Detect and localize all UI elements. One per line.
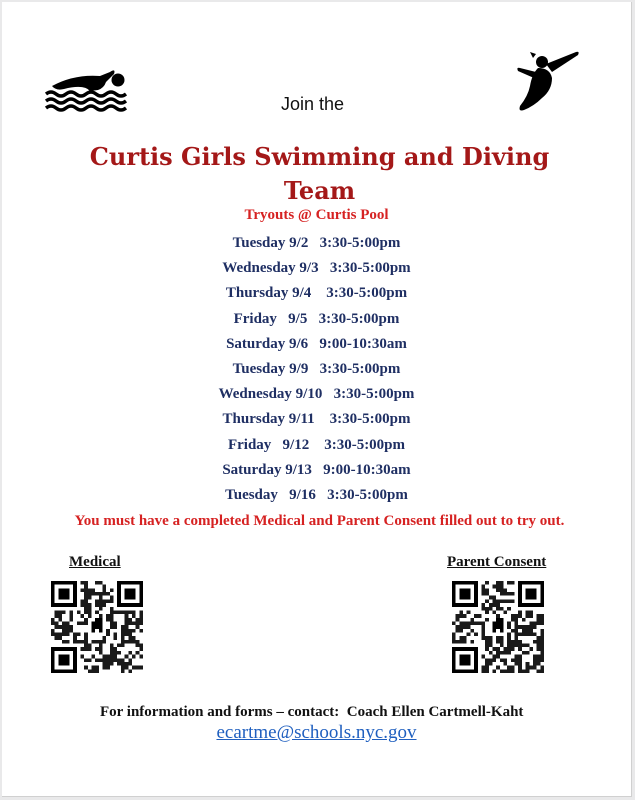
schedule-item: Friday 9/5 3:30-5:00pm — [233, 310, 400, 327]
flyer-page — [2, 2, 632, 797]
schedule-item: Thursday 9/4 3:30-5:00pm — [225, 285, 408, 302]
schedule-item: Wednesday 9/10 3:30-5:00pm — [218, 386, 415, 403]
schedule-item: Saturday 9/6 9:00-10:30am — [226, 335, 407, 352]
page-title: Curtis Girls Swimming and Diving Team — [89, 142, 550, 205]
schedule-item: Friday 9/12 3:30-5:00pm — [227, 436, 406, 453]
requirement-notice: You must have a completed Medical and Parent Consent filled out to try out. — [74, 513, 565, 529]
schedule-item: Tuesday 9/16 3:30-5:00pm — [225, 486, 408, 503]
schedule-item: Saturday 9/13 9:00-10:30am — [222, 461, 411, 478]
schedule-item: Tuesday 9/9 3:30-5:00pm — [232, 360, 401, 377]
tryout-schedule — [2, 231, 631, 508]
contact-info: For information and forms – contact: Coach Ellen Cartmell-Kaht — [100, 704, 524, 720]
contact-email-link[interactable]: ecartme@schools.nyc.gov — [216, 722, 417, 743]
parent-consent-qr-code[interactable] — [452, 581, 544, 673]
medical-qr-code[interactable] — [51, 581, 143, 673]
schedule-item: Thursday 9/11 3:30-5:00pm — [222, 411, 411, 428]
medical-label: Medical — [69, 554, 121, 570]
parent-consent-label: Parent Consent — [447, 554, 547, 570]
join-text: Join the — [280, 94, 345, 114]
schedule-item: Tuesday 9/2 3:30-5:00pm — [232, 235, 401, 251]
schedule-item: Wednesday 9/3 3:30-5:00pm — [222, 260, 411, 277]
tryouts-location: Tryouts @ Curtis Pool — [244, 207, 389, 223]
